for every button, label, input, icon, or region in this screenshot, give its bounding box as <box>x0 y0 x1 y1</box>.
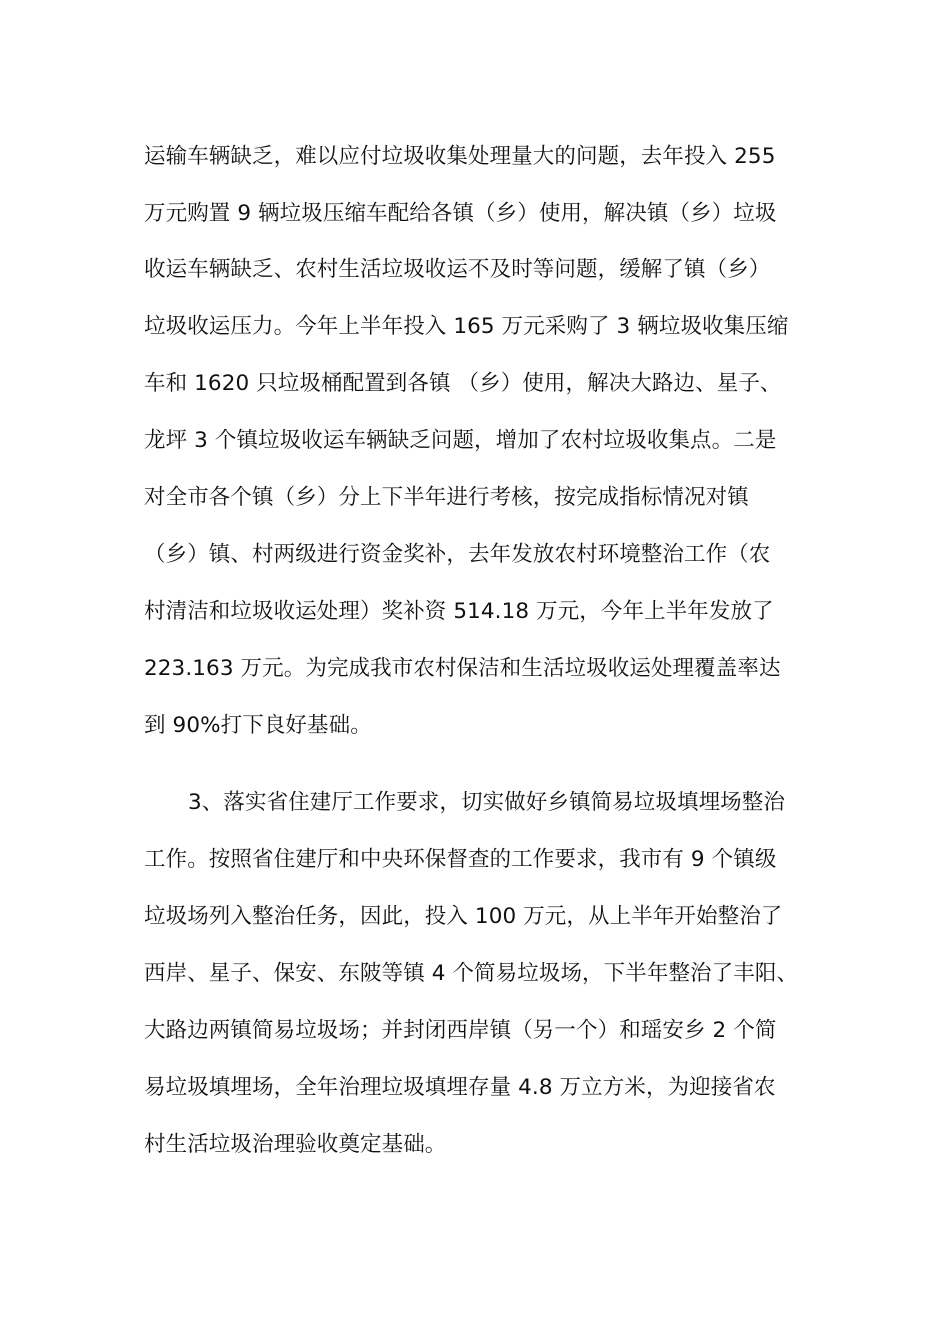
paragraph-2-line-5: 大路边两镇简易垃圾场；并封闭西岸镇（另一个）和瑶安乡 2 个简 <box>144 1018 777 1043</box>
paragraph-1-line-2: 万元购置 9 辆垃圾压缩车配给各镇（乡）使用，解决镇（乡）垃圾 <box>144 201 777 226</box>
paragraph-1-line-4: 垃圾收运压力。今年上半年投入 165 万元采购了 3 辆垃圾收集压缩 <box>144 314 789 339</box>
paragraph-1-line-10: 223.163 万元。为完成我市农村保洁和生活垃圾收运处理覆盖率达 <box>144 656 781 681</box>
paragraph-2-line-4: 西岸、星子、保安、东陂等镇 4 个简易垃圾场，下半年整治了丰阳、 <box>144 961 799 986</box>
paragraph-2-line-3: 垃圾场列入整治任务，因此，投入 100 万元，从上半年开始整治了 <box>144 904 783 929</box>
paragraph-2-line-1: 3、落实省住建厅工作要求，切实做好乡镇简易垃圾填埋场整治 <box>188 790 785 815</box>
paragraph-1-line-11: 到 90%打下良好基础。 <box>144 713 372 738</box>
paragraph-1-line-3: 收运车辆缺乏、农村生活垃圾收运不及时等问题，缓解了镇（乡） <box>144 257 771 282</box>
paragraph-2-line-7: 村生活垃圾治理验收奠定基础。 <box>144 1132 447 1157</box>
paragraph-2-line-2: 工作。按照省住建厅和中央环保督查的工作要求，我市有 9 个镇级 <box>144 847 777 872</box>
paragraph-1-line-8: （乡）镇、村两级进行资金奖补，去年发放农村环境整治工作（农 <box>144 542 771 567</box>
paragraph-1-line-5: 车和 1620 只垃圾桶配置到各镇 （乡）使用，解决大路边、星子、 <box>144 371 782 396</box>
paragraph-2-line-6: 易垃圾填埋场，全年治理垃圾填埋存量 4.8 万立方米，为迎接省农 <box>144 1075 776 1100</box>
paragraph-1-line-9: 村清洁和垃圾收运处理）奖补资 514.18 万元，今年上半年发放了 <box>144 599 774 624</box>
paragraph-1-line-6: 龙坪 3 个镇垃圾收运车辆缺乏问题，增加了农村垃圾收集点。二是 <box>144 428 777 453</box>
paragraph-1-line-7: 对全市各个镇（乡）分上下半年进行考核，按完成指标情况对镇 <box>144 485 749 510</box>
paragraph-1-line-1: 运输车辆缺乏，难以应付垃圾收集处理量大的问题，去年投入 255 <box>144 144 776 169</box>
